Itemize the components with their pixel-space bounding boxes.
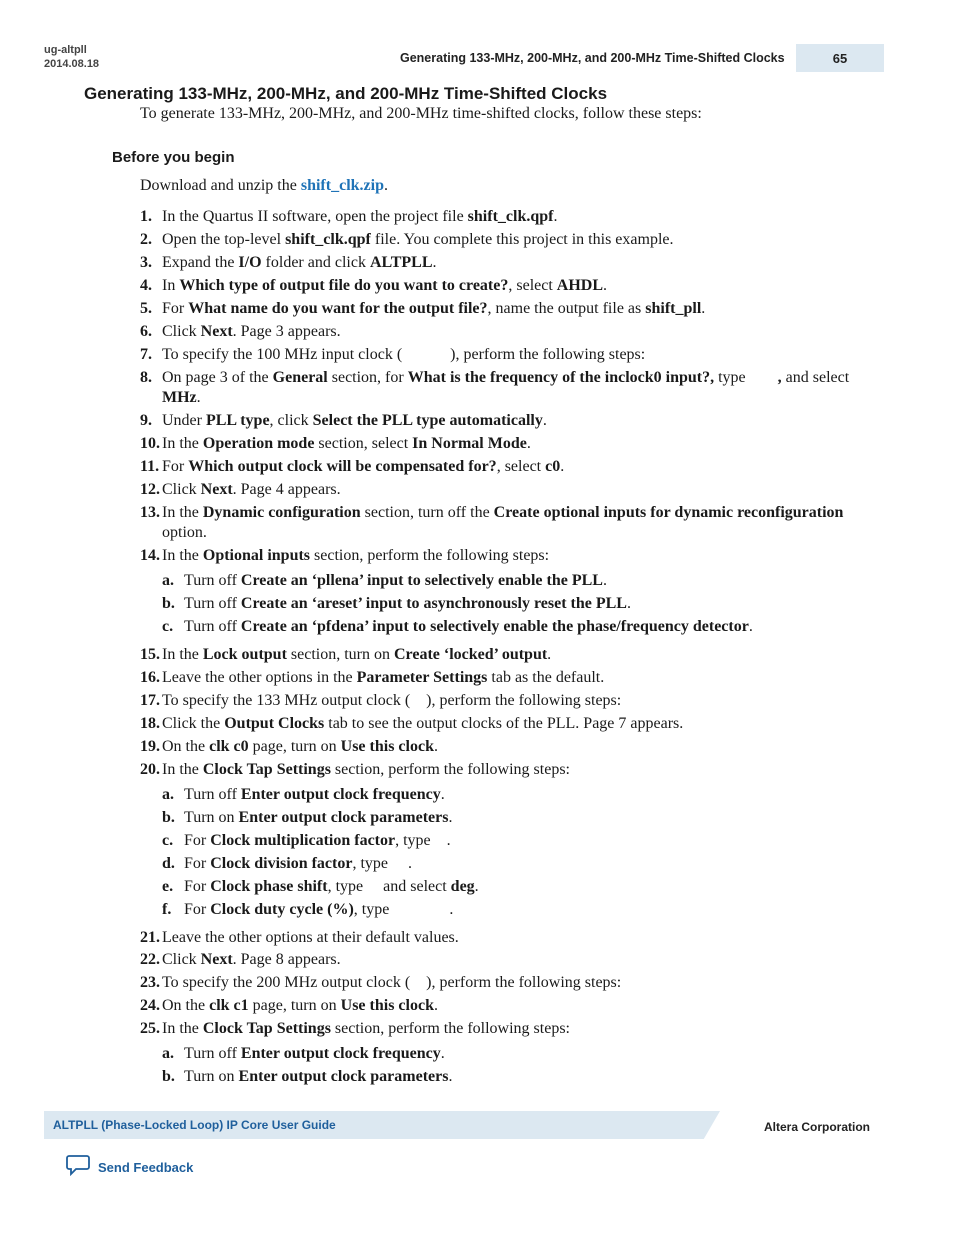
company-name: Altera Corporation [764,1120,871,1134]
doc-id: ug-altpll [44,44,87,56]
step-item: 24. On the clk c1 page, turn on Use this clock. [140,997,438,1014]
step-item: 9. Under PLL type, click Select the PLL type automatically. [140,412,547,429]
section-intro: To generate 133-MHz, 200-MHz, and 200-MHz time-shifted clocks, follow these steps: [140,105,702,122]
step-item: 1. In the Quartus II software, open the project file shift_clk.qpf. [140,208,558,225]
step-item: 2. Open the top-level shift_clk.qpf file. You complete this project in this example. [140,231,674,248]
before-you-begin-heading: Before you begin [112,149,235,166]
step-item: 12. Click Next. Page 4 appears. [140,481,341,498]
section-title: Generating 133-MHz, 200-MHz, and 200-MHz Time-Shifted Clocks [84,84,608,103]
substep-item: b. Turn on Enter output clock parameters. [162,809,453,826]
step-item: 3. Expand the I/O folder and click ALTPLL. [140,254,437,271]
substep-item: f. For Clock duty cycle (%), type . [162,901,454,918]
step-item: 19. On the clk c0 page, turn on Use this clock. [140,738,438,755]
substep-item: e. For Clock phase shift, type and select deg. [162,878,479,895]
substep-item: a. Turn off Enter output clock frequency. [162,1045,445,1062]
download-prefix: Download and unzip the [140,177,301,194]
substep-item: c. For Clock multiplication factor, type . [162,832,451,849]
substep-item: b. Turn on Enter output clock parameters. [162,1068,453,1085]
step-item: 16. Leave the other options in the Parameter Settings tab as the default. [140,669,605,686]
doc-meta [44,43,99,71]
step-item: 5. For What name do you want for the output file?, name the output file as shift_pll. [140,300,706,317]
substep-item: c. Turn off Create an ‘pfdena’ input to selectively enable the phase/frequency detector. [162,618,753,635]
running-header-title: Generating 133-MHz, 200-MHz, and 200-MHz Time-Shifted Clocks [400,51,785,65]
step-item: 11. For Which output clock will be compensated for?, select c0. [140,458,565,475]
page-number: 65 [796,44,884,72]
substep-item: a. Turn off Create an ‘pllena’ input to selectively enable the PLL. [162,572,607,589]
send-feedback-label: Send Feedback [98,1160,194,1175]
guide-title[interactable]: ALTPLL (Phase-Locked Loop) IP Core User Guide [53,1118,336,1132]
doc-date: 2014.08.18 [44,58,100,70]
step-item: 8. On page 3 of the General section, for What is the frequency of the inclock0 input?, type , and select MHz. [140,369,850,406]
step-item: 4. In Which type of output file do you want to create?, select AHDL. [140,277,608,294]
send-feedback-link[interactable] [66,1154,193,1181]
step-item: 15. In the Lock output section, turn on Create ‘locked’ output. [140,646,552,663]
step-item: 13. In the Dynamic configuration section, turn off the Create optional inputs for dynamic reconfiguration option. [140,504,844,541]
step-item: 23. To specify the 200 MHz output clock ( ), perform the following steps: [140,974,622,991]
step-item: 14. In the Optional inputs section, perform the following steps: [140,547,550,564]
substep-item: b. Turn off Create an ‘areset’ input to asynchronously reset the PLL. [162,595,631,612]
substep-item: d. For Clock division factor, type . [162,855,412,872]
speech-bubble-icon [66,1154,90,1181]
step-item: 25. In the Clock Tap Settings section, perform the following steps: [140,1020,570,1037]
download-link[interactable]: shift_clk.zip [300,177,384,194]
step-item: 22. Click Next. Page 8 appears. [140,951,341,968]
step-item: 18. Click the Output Clocks tab to see the output clocks of the PLL. Page 7 appears. [140,715,684,732]
download-line: Download and unzip the shift_clk.zip. [140,177,388,194]
step-item: 10. In the Operation mode section, select In Normal Mode. [140,435,531,452]
step-item: 7. To specify the 100 MHz input clock ( ), perform the following steps: [140,346,646,363]
step-item: 21. Leave the other options at their default values. [140,929,459,946]
substep-item: a. Turn off Enter output clock frequency. [162,786,445,803]
step-item: 17. To specify the 133 MHz output clock ( ), perform the following steps: [140,692,622,709]
step-item: 20. In the Clock Tap Settings section, perform the following steps: [140,761,570,778]
step-item: 6. Click Next. Page 3 appears. [140,323,341,340]
